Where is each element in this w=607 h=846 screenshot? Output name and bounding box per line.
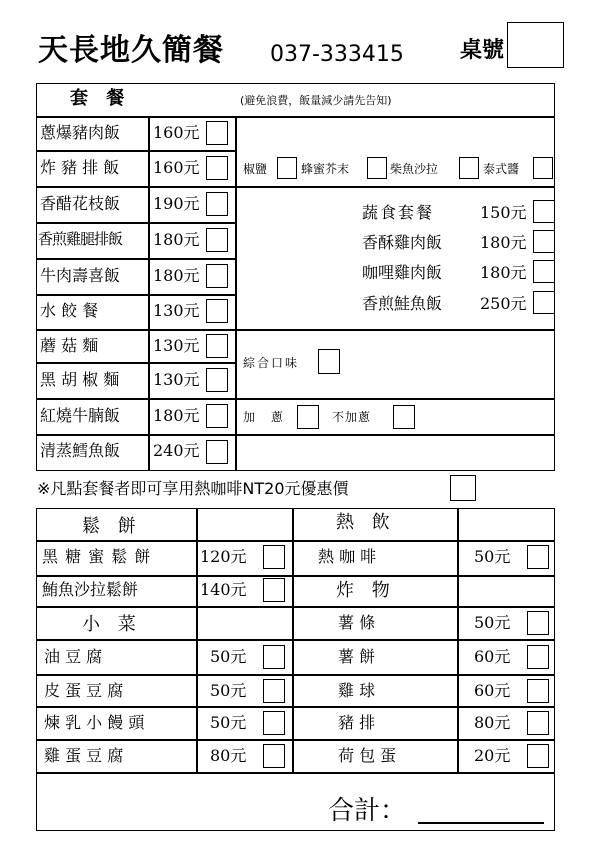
menu-item-name: 黑 胡 椒 麵	[40, 370, 120, 389]
onion-add-checkbox[interactable]	[297, 405, 319, 429]
order-checkbox[interactable]	[206, 156, 228, 180]
menu-item-price: 160元	[153, 158, 200, 177]
table-number-label: 桌號	[460, 38, 505, 63]
menu-item-name: 香酥雞肉飯	[362, 233, 443, 252]
onion-add-label: 加 蔥	[243, 410, 289, 424]
order-checkbox[interactable]	[263, 578, 285, 602]
menu-item-price: 190元	[153, 194, 200, 213]
small-dish-heading: 小 菜	[82, 614, 142, 635]
fried-item-name: 豬 排	[338, 713, 376, 732]
order-checkbox[interactable]	[533, 230, 555, 253]
menu-item-price: 150元	[480, 203, 527, 222]
order-checkbox[interactable]	[527, 679, 549, 703]
menu-item-name: 清蒸鱈魚飯	[40, 441, 121, 460]
order-checkbox[interactable]	[206, 440, 228, 464]
menu-item-name: 香煎雞腿排飯	[38, 230, 123, 248]
menu-item-name: 紅燒牛腩飯	[40, 406, 121, 425]
onion-none-checkbox[interactable]	[393, 405, 415, 429]
order-checkbox[interactable]	[527, 611, 549, 635]
sauce-option-label: 椒鹽	[243, 162, 268, 176]
menu-item-price: 180元	[153, 266, 200, 285]
menu-item-name: 蔥爆豬肉飯	[40, 123, 121, 142]
onion-none-label: 不加蔥	[332, 410, 372, 424]
menu-item-price: 250元	[480, 294, 527, 313]
order-checkbox[interactable]	[206, 228, 228, 252]
phone-number: 037-333415	[270, 42, 404, 67]
total-label: 合計：	[328, 796, 407, 826]
small-dish-name: 油 豆 腐	[44, 647, 103, 666]
menu-item-name: 牛肉壽喜飯	[40, 266, 121, 285]
order-checkbox[interactable]	[263, 645, 285, 669]
menu-item-name: 炸 豬 排 飯	[40, 158, 120, 177]
fried-item-name: 雞 球	[338, 681, 376, 700]
order-checkbox[interactable]	[263, 744, 285, 768]
fried-item-name: 薯 餅	[338, 647, 376, 666]
fried-heading: 炸 物	[336, 580, 396, 601]
menu-item-price: 180元	[480, 263, 527, 282]
order-checkbox[interactable]	[527, 645, 549, 669]
menu-item-name: 蔬食套餐	[362, 203, 435, 222]
order-checkbox[interactable]	[527, 711, 549, 735]
sauce-option-label: 泰式醬	[483, 162, 520, 176]
fried-item-name: 薯 條	[338, 613, 376, 632]
muffin-heading: 鬆 餅	[82, 516, 142, 537]
drink-item-name: 熱 咖 啡	[318, 547, 377, 566]
hot-drink-heading: 熱 飲	[336, 512, 396, 533]
menu-item-name: 水 餃 餐	[40, 301, 99, 320]
menu-item-price: 130元	[153, 336, 200, 355]
order-checkbox[interactable]	[206, 264, 228, 288]
small-dish-price: 50元	[210, 681, 247, 700]
muffin-item-name: 黑 糖 蜜 鬆 餅	[42, 547, 152, 566]
promo-checkbox[interactable]	[450, 475, 476, 501]
menu-item-price: 180元	[153, 406, 200, 425]
menu-item-price: 160元	[153, 123, 200, 142]
mixed-flavor-label: 綜合口味	[243, 356, 300, 370]
order-checkbox[interactable]	[206, 121, 228, 145]
fried-item-price: 60元	[474, 647, 511, 666]
menu-item-price: 240元	[153, 441, 200, 460]
fried-item-price: 50元	[474, 613, 511, 632]
small-dish-name: 雞 蛋 豆 腐	[44, 746, 124, 765]
order-checkbox[interactable]	[263, 711, 285, 735]
small-dish-price: 50元	[210, 647, 247, 666]
menu-item-name: 咖哩雞肉飯	[362, 263, 443, 282]
order-checkbox[interactable]	[263, 545, 285, 569]
fried-item-name: 荷 包 蛋	[338, 746, 397, 765]
order-checkbox[interactable]	[533, 291, 555, 314]
set-meal-heading: 套 餐	[70, 88, 131, 109]
sauce-option-label: 柴魚沙拉	[390, 162, 439, 176]
menu-item-price: 130元	[153, 301, 200, 320]
menu-item-name: 香醋花枝飯	[40, 194, 121, 213]
small-dish-price: 50元	[210, 713, 247, 732]
total-blank-line[interactable]	[418, 822, 544, 824]
order-checkbox[interactable]	[533, 200, 555, 223]
fried-item-price: 80元	[474, 713, 511, 732]
shop-name: 天長地久簡餐	[38, 33, 224, 68]
order-checkbox[interactable]	[206, 404, 228, 428]
small-dish-name: 煉 乳 小 饅 頭	[44, 713, 145, 732]
small-dish-name: 皮 蛋 豆 腐	[44, 681, 124, 700]
sauce-checkbox[interactable]	[367, 157, 387, 179]
order-checkbox[interactable]	[527, 744, 549, 768]
menu-item-price: 130元	[153, 370, 200, 389]
table-number-box[interactable]	[507, 22, 564, 68]
small-dish-price: 80元	[210, 746, 247, 765]
order-checkbox[interactable]	[527, 545, 549, 569]
order-checkbox[interactable]	[263, 679, 285, 703]
menu-item-name: 蘑 菇 麵	[40, 336, 99, 355]
sauce-checkbox[interactable]	[533, 157, 553, 179]
menu-item-price: 180元	[153, 230, 200, 249]
order-checkbox[interactable]	[206, 299, 228, 323]
fried-item-price: 60元	[474, 681, 511, 700]
muffin-item-name: 鮪魚沙拉鬆餅	[42, 580, 139, 599]
order-checkbox[interactable]	[206, 192, 228, 216]
coffee-promo-text: ※凡點套餐者即可享用熱咖啡NT20元優惠價	[37, 479, 349, 498]
menu-item-name: 香煎鮭魚飯	[362, 294, 443, 313]
sauce-option-label: 蜂蜜芥末	[301, 162, 350, 176]
order-checkbox[interactable]	[533, 260, 555, 283]
muffin-item-price: 120元	[200, 547, 247, 566]
sauce-checkbox[interactable]	[277, 157, 297, 179]
drink-item-price: 50元	[474, 547, 511, 566]
menu-item-price: 180元	[480, 233, 527, 252]
order-checkbox[interactable]	[206, 368, 228, 392]
rice-note: (避免浪費，飯量減少請先告知)	[240, 94, 392, 107]
fried-item-price: 20元	[474, 746, 511, 765]
sauce-checkbox[interactable]	[459, 157, 479, 179]
muffin-item-price: 140元	[200, 580, 247, 599]
order-checkbox[interactable]	[206, 334, 228, 358]
mixed-flavor-checkbox[interactable]	[318, 349, 340, 374]
